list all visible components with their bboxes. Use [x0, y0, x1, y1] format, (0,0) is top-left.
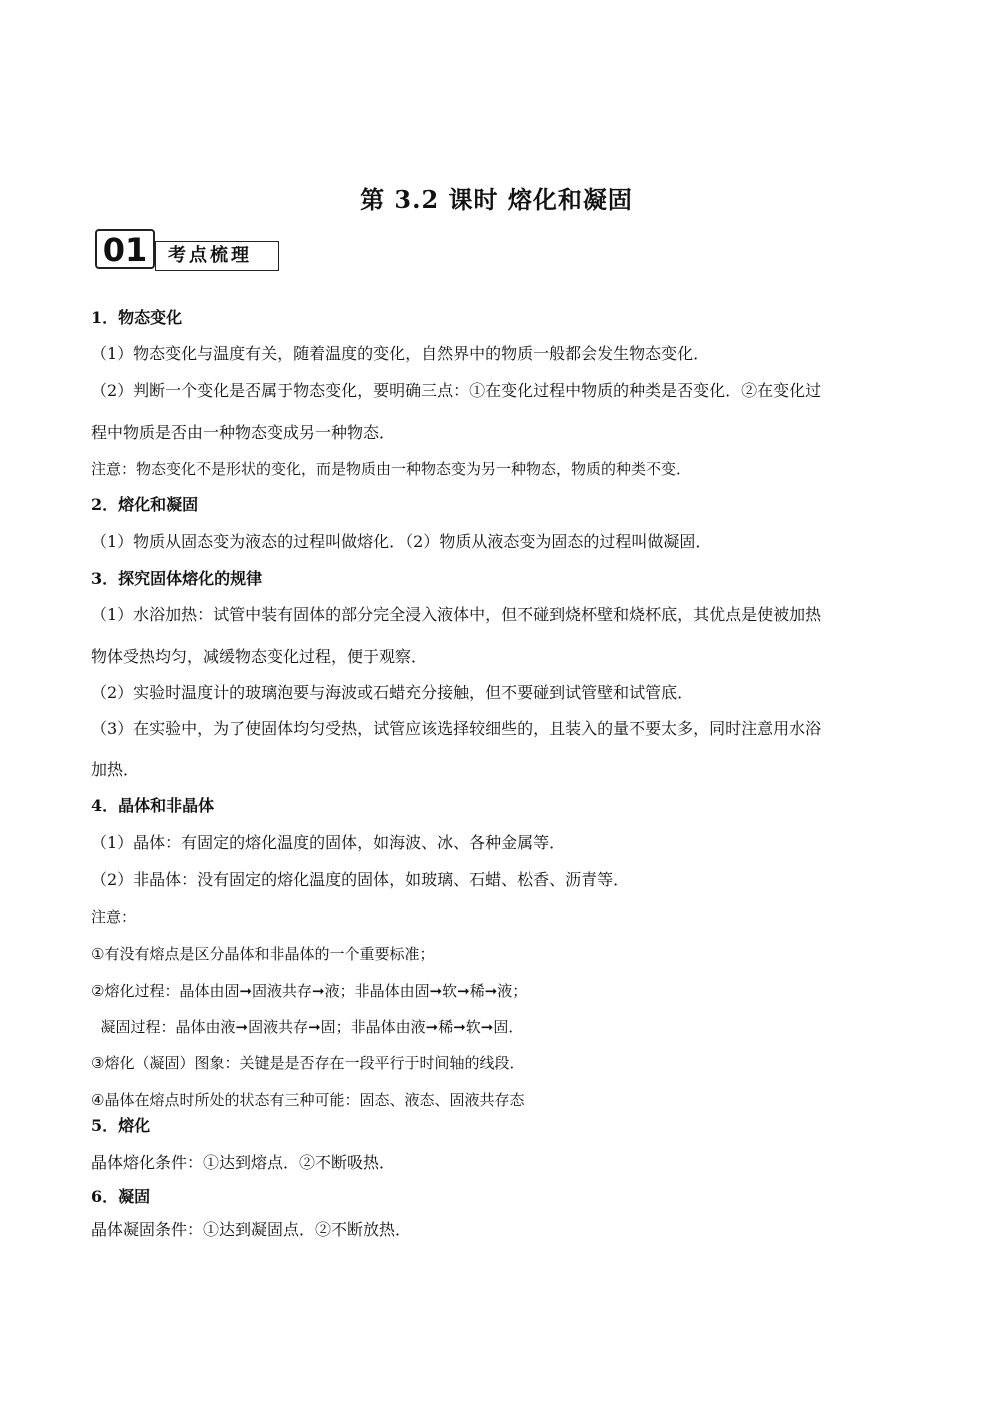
paragraph-line: （1）物质从固态变为液态的过程叫做熔化．（2）物质从液态变为固态的过程叫做凝固．	[91, 532, 712, 551]
note-line: ③熔化（凝固）图象：关键是是否存在一段平行于时间轴的线段．	[91, 1054, 525, 1072]
heading-solidification: 6．凝固	[91, 1187, 151, 1206]
paragraph-line: 程中物质是否由一种物态变成另一种物态．	[91, 423, 396, 442]
section-number: 01	[95, 229, 155, 269]
section-label: 考点梳理	[155, 241, 279, 271]
note-line: ②熔化过程：晶体由固➞固液共存➞液；非晶体由固➞软➞稀➞液；	[91, 982, 528, 1000]
note-line: ④晶体在熔点时所处的状态有三种可能：固态、液态、固液共存态	[91, 1091, 525, 1109]
note-line: 注意：物态变化不是形状的变化，而是物质由一种物态变为另一种物态，物质的种类不变．	[91, 460, 692, 478]
heading-experiment: 3．探究固体熔化的规律	[91, 569, 263, 588]
note-line: ①有没有熔点是区分晶体和非晶体的一个重要标准；	[91, 945, 435, 963]
paragraph-line: 物体受热均匀，减缓物态变化过程，便于观察．	[91, 647, 428, 666]
paragraph-line: （2）判断一个变化是否属于物态变化，要明确三点：①在变化过程中物质的种类是否变化．②在变化过	[91, 381, 822, 400]
paragraph-line: 晶体凝固条件：①达到凝固点．②不断放热．	[91, 1220, 412, 1239]
heading-melt-solidify: 2．熔化和凝固	[91, 495, 199, 514]
page-title: 第 3.2 课时 熔化和凝固	[360, 185, 633, 214]
paragraph-line: 加热．	[91, 760, 140, 779]
paragraph-line: （2）实验时温度计的玻璃泡要与海波或石蜡充分接触，但不要碰到试管壁和试管底．	[91, 683, 694, 702]
heading-melting: 5．熔化	[91, 1116, 151, 1135]
paragraph-line: 晶体熔化条件：①达到熔点．②不断吸热．	[91, 1153, 396, 1172]
paragraph-line: （1）物态变化与温度有关，随着温度的变化，自然界中的物质一般都会发生物态变化．	[91, 344, 710, 363]
note-label: 注意：	[91, 908, 137, 926]
paragraph-line: （1）晶体：有固定的熔化温度的固体，如海波、冰、各种金属等．	[91, 833, 566, 852]
heading-state-change: 1．物态变化	[91, 308, 183, 327]
note-line: 凝固过程：晶体由液➞固液共存➞固；非晶体由液➞稀➞软➞固．	[91, 1018, 524, 1036]
paragraph-line: （3）在实验中，为了使固体均匀受热，试管应该选择较细些的，且装入的量不要太多，同时注意用水浴	[91, 719, 822, 738]
section-badge	[95, 229, 285, 271]
heading-crystal: 4．晶体和非晶体	[91, 796, 215, 815]
paragraph-line: （1）水浴加热：试管中装有固体的部分完全浸入液体中，但不碰到烧杯壁和烧杯底，其优点是使被加热	[91, 605, 822, 624]
paragraph-line: （2）非晶体：没有固定的熔化温度的固体，如玻璃、石蜡、松香、沥青等．	[91, 870, 630, 889]
